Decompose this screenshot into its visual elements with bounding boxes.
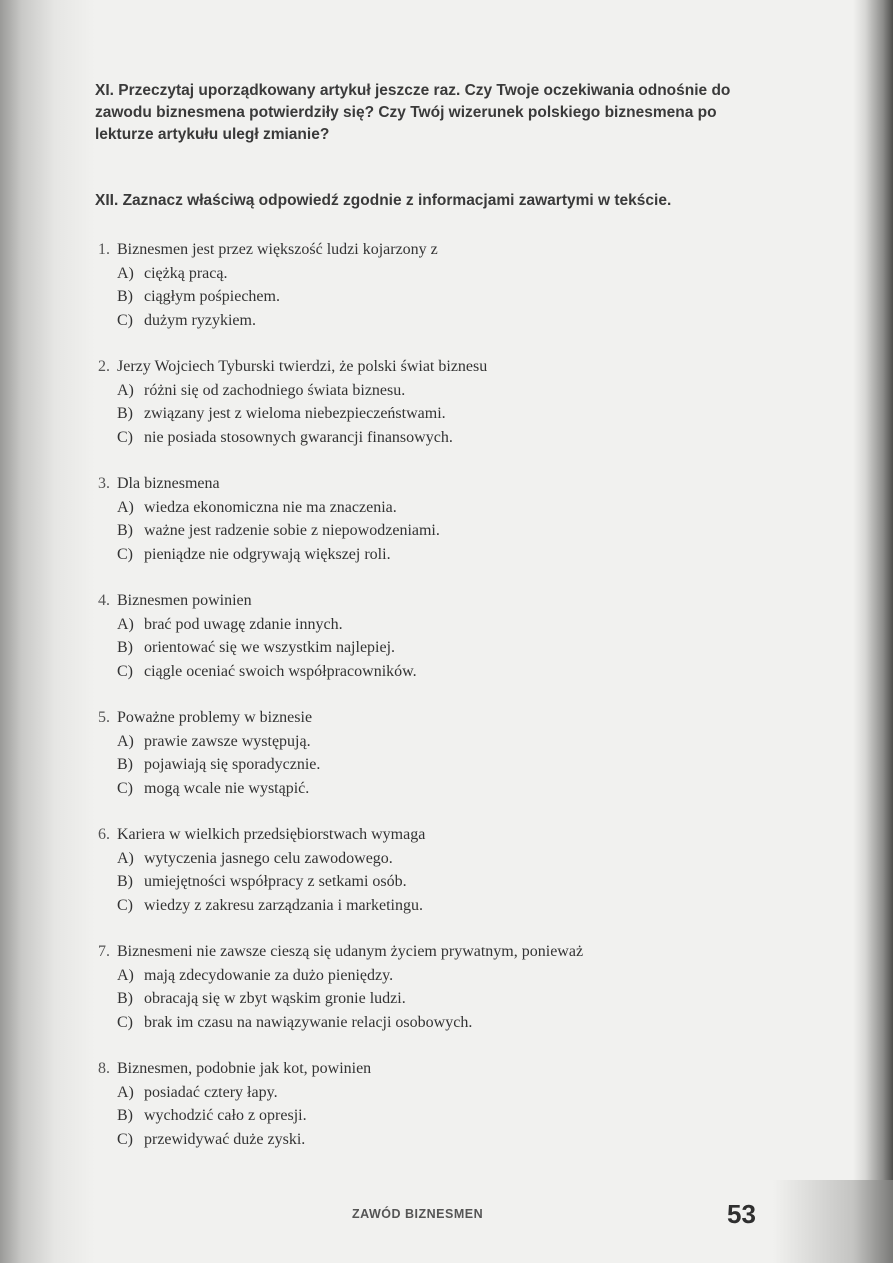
answer-option-c[interactable]: C) brak im czasu na nawiązywanie relacji osobowych. bbox=[117, 1013, 473, 1031]
answer-option-a[interactable]: A) ciężką pracą. bbox=[117, 264, 228, 282]
question-6 bbox=[98, 823, 798, 917]
question-number: 2. bbox=[98, 358, 110, 375]
question-number: 8. bbox=[98, 1060, 110, 1077]
answer-option-c[interactable]: C) wiedzy z zakresu zarządzania i marketingu. bbox=[117, 896, 423, 914]
answer-option-b[interactable]: B) wychodzić cało z opresji. bbox=[117, 1107, 307, 1124]
question-number: 7. bbox=[98, 943, 110, 960]
answer-option-a[interactable]: A) wiedza ekonomiczna nie ma znaczenia. bbox=[117, 498, 397, 516]
answer-option-b[interactable]: B) umiejętności współpracy z setkami osób. bbox=[117, 873, 407, 890]
answer-option-a[interactable]: A) brać pod uwagę zdanie innych. bbox=[117, 615, 343, 633]
question-4 bbox=[98, 589, 798, 683]
question-number: 6. bbox=[98, 826, 110, 843]
answer-option-c[interactable]: C) ciągle oceniać swoich współpracowników. bbox=[117, 662, 417, 680]
question-8 bbox=[98, 1057, 798, 1151]
exercise-xii-instruction: XII. Zaznacz właściwą odpowiedź zgodnie z informacjami zawartymi w tekście. bbox=[95, 192, 672, 209]
question-stem: Poważne problemy w biznesie bbox=[117, 709, 313, 726]
question-2 bbox=[98, 355, 798, 449]
answer-option-a[interactable]: A) różni się od zachodniego świata biznesu. bbox=[117, 381, 406, 399]
answer-option-a[interactable]: A) posiadać cztery łapy. bbox=[117, 1083, 278, 1101]
question-stem: Biznesmeni nie zawsze cieszą się udanym życiem prywatnym, ponieważ bbox=[117, 943, 584, 960]
question-stem: Biznesmen, podobnie jak kot, powinien bbox=[117, 1060, 372, 1077]
answer-option-c[interactable]: C) nie posiada stosownych gwarancji finansowych. bbox=[117, 428, 453, 446]
answer-option-c[interactable]: C) pieniądze nie odgrywają większej roli. bbox=[117, 545, 391, 563]
answer-option-b[interactable]: B) ciągłym pośpiechem. bbox=[117, 288, 280, 305]
answer-option-b[interactable]: B) ważne jest radzenie sobie z niepowodzeniami. bbox=[117, 522, 440, 539]
question-1 bbox=[98, 238, 798, 332]
question-stem: Kariera w wielkich przedsiębiorstwach wymaga bbox=[117, 826, 426, 843]
answer-option-b[interactable]: B) pojawiają się sporadycznie. bbox=[117, 756, 321, 773]
answer-option-a[interactable]: A) wytyczenia jasnego celu zawodowego. bbox=[117, 849, 393, 867]
question-number: 5. bbox=[98, 709, 110, 726]
question-stem: Biznesmen jest przez większość ludzi kojarzony z bbox=[117, 241, 438, 258]
answer-option-c[interactable]: C) mogą wcale nie wystąpić. bbox=[117, 779, 310, 797]
exercise-xi-instruction: XI. Przeczytaj uporządkowany artykuł jeszcze raz. Czy Twoje oczekiwania odnośnie do zawodu biznesmena potwierdziły się? Czy Twój wizerunek polskiego biznesmena po lekturze artykułu uległ zmianie? bbox=[95, 82, 731, 143]
question-5 bbox=[98, 706, 798, 800]
answer-option-a[interactable]: A) mają zdecydowanie za dużo pieniędzy. bbox=[117, 966, 394, 984]
question-3 bbox=[98, 472, 798, 566]
answer-option-b[interactable]: B) orientować się we wszystkim najlepiej. bbox=[117, 639, 396, 656]
question-number: 3. bbox=[98, 475, 110, 492]
question-number: 4. bbox=[98, 592, 110, 609]
running-footer-title: ZAWÓD BIZNESMEN bbox=[352, 1207, 484, 1221]
question-7 bbox=[98, 940, 798, 1034]
answer-option-c[interactable]: C) przewidywać duże zyski. bbox=[117, 1130, 306, 1148]
answer-option-b[interactable]: B) obracają się w zbyt wąskim gronie ludzi. bbox=[117, 990, 406, 1007]
question-number: 1. bbox=[98, 241, 110, 258]
answer-option-a[interactable]: A) prawie zawsze występują. bbox=[117, 732, 311, 750]
answer-option-b[interactable]: B) związany jest z wieloma niebezpieczeństwami. bbox=[117, 405, 446, 422]
question-stem: Dla biznesmena bbox=[117, 475, 220, 492]
question-stem: Jerzy Wojciech Tyburski twierdzi, że polski świat biznesu bbox=[117, 358, 488, 375]
question-stem: Biznesmen powinien bbox=[117, 592, 252, 609]
answer-option-c[interactable]: C) dużym ryzykiem. bbox=[117, 311, 256, 329]
page-number: 53 bbox=[727, 1199, 756, 1229]
